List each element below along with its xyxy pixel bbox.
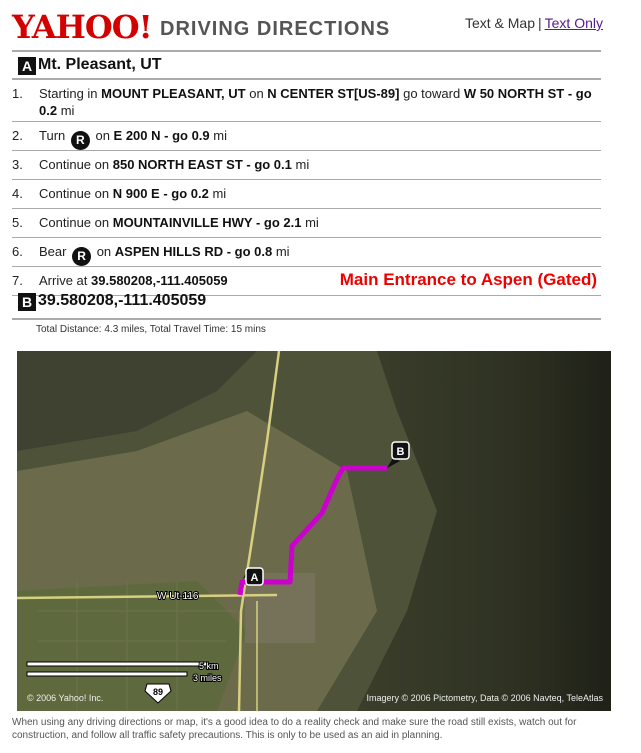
direction-step-6 [12,238,601,267]
map-marker-b-label: B [396,446,405,458]
start-name: Mt. Pleasant, UT [38,56,162,73]
step-number: 3. [12,157,23,172]
step-text: Arrive at [39,273,92,288]
start-marker-badge: A [18,57,36,75]
scale-km-label: 5 km [199,661,219,671]
step-text: mi [209,128,227,143]
turn-right-icon: R [71,131,90,150]
step-number: 7. [12,273,23,288]
end-waypoint [18,292,206,311]
route-map[interactable] [17,351,611,711]
direction-step-3 [12,151,601,180]
end-divider [12,318,601,320]
map-marker-a-label: A [250,572,259,584]
step-text: Continue on [39,215,113,230]
step-text: mi [291,157,310,172]
step-bold: N CENTER ST[US-89] [267,86,400,101]
step-text: mi [272,244,290,259]
step-text: mi [301,215,319,230]
highway-shield-number: 89 [152,687,164,697]
start-waypoint [18,56,162,75]
direction-step-2 [12,122,601,151]
view-separator: | [538,15,542,31]
step-text: on [91,128,114,143]
map-copyright-right: Imagery © 2006 Pictometry, Data © 2006 Navteq, TeleAtlas [366,693,603,703]
step-text: on [93,244,115,259]
road-label: W Ut-116 [157,591,199,602]
step-text: mi [57,103,75,118]
direction-step-4 [12,180,601,209]
step-text: go toward [399,86,464,101]
end-name: 39.580208,-111.405059 [38,292,207,309]
end-marker-badge: B [18,293,36,311]
turn-right-icon: R [72,247,91,266]
step-text: on [245,86,268,101]
step-bold: ASPEN HILLS RD - go 0.8 [114,244,273,259]
view-switcher [465,15,603,31]
map-marker-a[interactable] [243,568,263,585]
step-text: Starting in [39,86,102,101]
map-copyright-left: © 2006 Yahoo! Inc. [27,693,104,703]
step-number: 1. [12,86,23,101]
step-text: Bear [39,244,71,259]
step-bold: MOUNTAINVILLE HWY - go 2.1 [112,215,302,230]
step-bold: 850 NORTH EAST ST - go 0.1 [112,157,292,172]
step-bold: 39.580208,-111.405059 [91,273,228,288]
step-number: 6. [12,244,23,259]
step-text: Turn [39,128,69,143]
yahoo-logo[interactable]: YAHOO! [12,8,152,46]
step-bold: MOUNT PLEASANT, UT [101,86,246,101]
step-bold: N 900 E - go 0.2 [112,186,209,201]
trip-summary: Total Distance: 4.3 miles, Total Travel Time: 15 mins [36,324,266,335]
page-title: DRIVING DIRECTIONS [160,18,391,40]
destination-annotation: Main Entrance to Aspen (Gated) [339,270,597,289]
view-text-map-label: Text & Map [464,15,535,31]
step-text: mi [208,186,227,201]
safety-disclaimer: When using any driving directions or map, it's a good idea to do a reality check and make sure the road still exists, watch out for construction, and follow all traffic safety precautions. This is only to be used as an aid in planning. [12,717,577,741]
header-divider [12,50,601,52]
step-text: Continue on [39,157,113,172]
step-bold: E 200 N - go 0.9 [113,128,210,143]
step-number: 2. [12,128,23,143]
direction-step-1 [12,80,601,122]
text-only-link[interactable]: Text Only [544,15,603,31]
directions-list [12,80,601,296]
direction-step-5 [12,209,601,238]
step-bold: W 50 NORTH ST - go 0.2 [39,86,592,118]
step-number: 4. [12,186,23,201]
step-number: 5. [12,215,23,230]
scale-mi-label: 3 miles [193,673,222,683]
step-text: Continue on [39,186,113,201]
map-canvas[interactable] [17,351,611,711]
